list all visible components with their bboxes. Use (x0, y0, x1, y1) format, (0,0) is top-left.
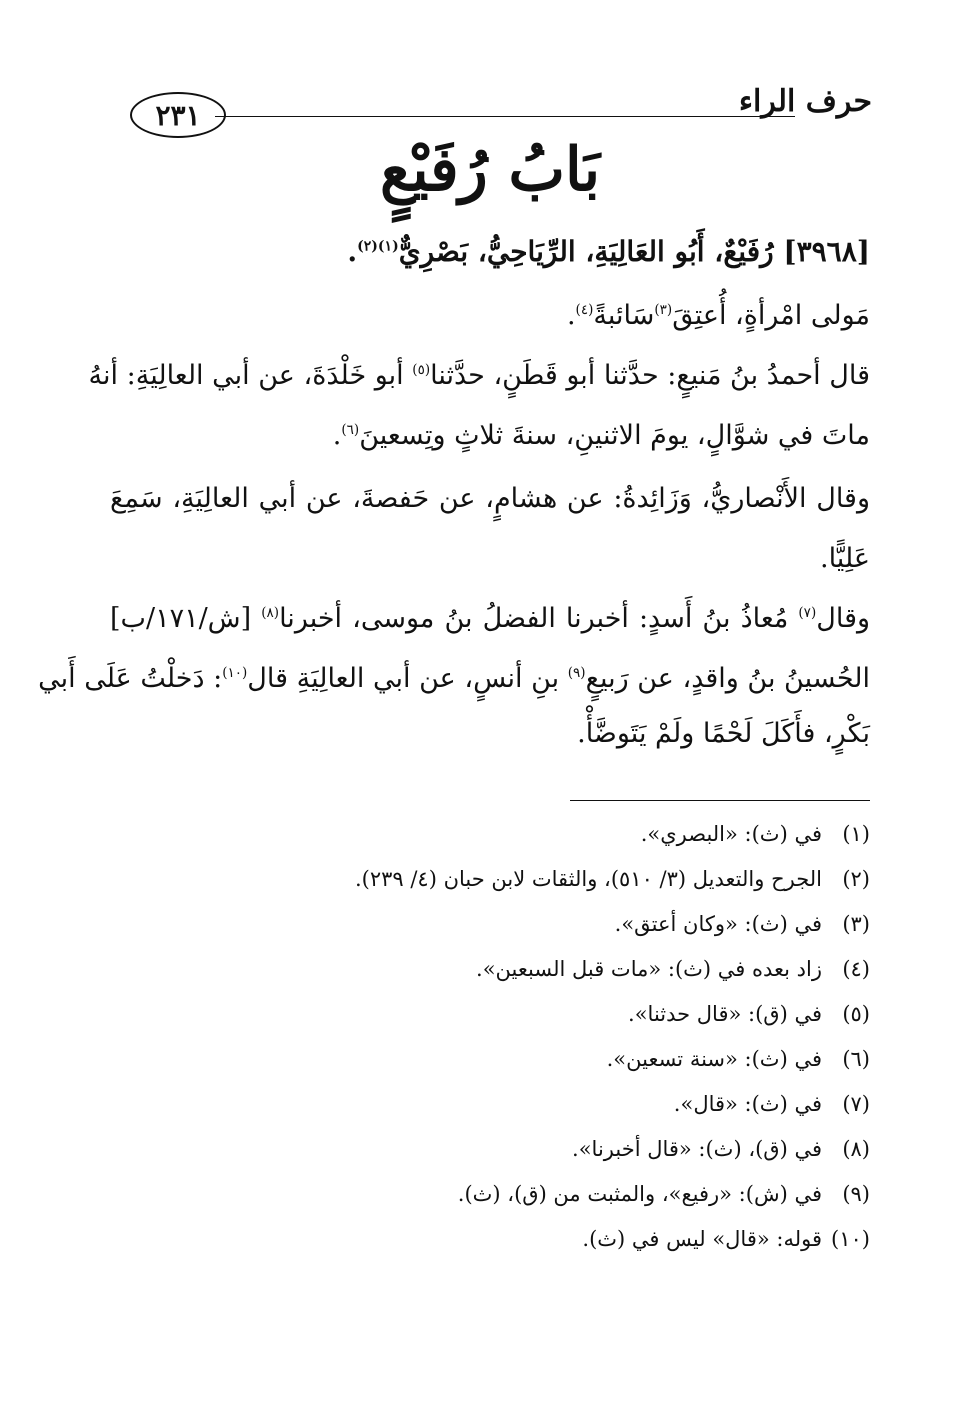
footnote-number: (٩) (842, 1182, 870, 1206)
footnote-text: في (ث): «وكان أعتق». (614, 912, 822, 936)
manuscript-folio-ref: [ش/١٧١/ب] (110, 603, 262, 634)
footnote-text: في (ث): «سنة تسعين». (606, 1047, 822, 1071)
footnote-number: (١٠) (831, 1227, 870, 1251)
footnote (110, 1137, 870, 1182)
text-run: مُعاذُ بنُ أَسدٍ: أخبرنا الفضلُ بنُ موسى، أخبرنا (279, 603, 799, 634)
footnote (110, 1092, 870, 1137)
note-ref-5: (٥) (412, 362, 431, 378)
footnote-text: في (ق)، (ث): «قال أخبرنا». (572, 1137, 822, 1161)
running-header-title: حرف الراء (738, 84, 872, 119)
text-run: ماتَ في شوَّالٍ، يومَ الاثنينِ، سنةَ ثلاثٍ وتِسعينَ (359, 420, 870, 451)
footnote-text: في (ش): «رفيع»، والمثبت من (ق)، (ث). (457, 1182, 822, 1206)
note-ref-3: (٣) (654, 302, 673, 318)
text-line-4 (110, 483, 870, 514)
text-run: بنِ أنسٍ، عن أبي العالِيَةِ قال (247, 663, 568, 694)
footnotes-list (110, 822, 870, 1272)
note-ref-6: (٦) (341, 422, 360, 438)
text-line-6 (110, 603, 870, 634)
note-ref-8: (٨) (261, 605, 280, 621)
page-number: ٢٣١ (155, 98, 201, 132)
text-line-8 (577, 718, 870, 749)
entry-heading-end: . (347, 235, 358, 268)
text-run: بَكْرٍ، فأَكَلَ لَحْمًا ولَمْ يَتَوضَّأْ. (577, 718, 870, 749)
footnote (110, 1227, 870, 1272)
footnote (110, 1182, 870, 1227)
note-ref-9: (٩) (567, 665, 586, 681)
footnote-text: زاد بعده في (ث): «مات قبل السبعين». (476, 957, 822, 981)
header-rule (215, 116, 795, 117)
text-run: : دَخلْتُ عَلَى أَبي (38, 663, 223, 694)
footnote-text: في (ث): «البصري». (640, 822, 822, 846)
footnote-text: الجرح والتعديل (٣/ ٥١٠)، والثقات لابن حبان (٤/ ٢٣٩). (354, 867, 822, 891)
footnote-text: قوله: «قال» ليس في (ث). (582, 1227, 822, 1251)
text-run: . (332, 420, 342, 451)
text-run: الحُسينُ بنُ واقدٍ، عن رَبيعٍ (585, 663, 870, 694)
footnote (110, 1002, 870, 1047)
footnote-text: في (ث): «قال». (673, 1092, 822, 1116)
entry-note-refs: (١)(٢) (357, 238, 399, 255)
footnote (110, 912, 870, 957)
text-run: . (566, 300, 576, 331)
page-number-badge (130, 92, 226, 138)
footnote-number: (١) (842, 822, 870, 846)
text-line-5 (820, 543, 870, 574)
footnote (110, 957, 870, 1002)
footnote-number: (٥) (842, 1002, 870, 1026)
text-line-1 (567, 300, 870, 331)
footnote (110, 1047, 870, 1092)
footnote-number: (٦) (842, 1047, 870, 1071)
text-run: سَائبةً (593, 300, 655, 331)
footnote-separator (570, 800, 870, 801)
footnote (110, 867, 870, 912)
footnote (110, 822, 870, 867)
text-run: وقال الأَنْصاريُّ، وَزَائِدةُ: عن هشامٍ، عن حَفصةَ، عن أبي العالِيَةِ، سَمِعَ (110, 483, 870, 514)
entry-heading (347, 235, 870, 268)
footnote-text: في (ق): «قال حدثنا». (628, 1002, 822, 1026)
footnote-number: (٤) (842, 957, 870, 981)
text-run: أبو خَلْدَةَ، عن أبي العالِيَةِ: أنهُ (88, 360, 413, 391)
text-line-3 (333, 420, 870, 451)
text-line-7 (38, 663, 870, 694)
text-line-2 (88, 360, 870, 391)
text-run: مَولى امْرأةٍ، أُعتِقَ (672, 300, 870, 331)
note-ref-10: (١٠) (222, 665, 248, 681)
text-run: قال أحمدُ بنُ مَنيعٍ: حدَّثنا أبو قَطَنٍ، حدَّثنا (430, 360, 870, 391)
note-ref-7: (٧) (798, 605, 817, 621)
footnote-number: (٢) (842, 867, 870, 891)
chapter-title: بَابُ رُفَيْعٍ (379, 135, 601, 205)
footnote-number: (٧) (842, 1092, 870, 1116)
entry-heading-text: [٣٩٦٨] رُفَيْعٌ، أَبُو العَالِيَةِ، الرِّيَاحِيُّ، بَصْرِيٌّ (398, 235, 870, 268)
text-run: عَلِيًّا. (819, 543, 870, 574)
note-ref-4: (٤) (575, 302, 594, 318)
footnote-number: (٣) (842, 912, 870, 936)
footnote-number: (٨) (842, 1137, 870, 1161)
text-run: وقال (816, 603, 871, 634)
